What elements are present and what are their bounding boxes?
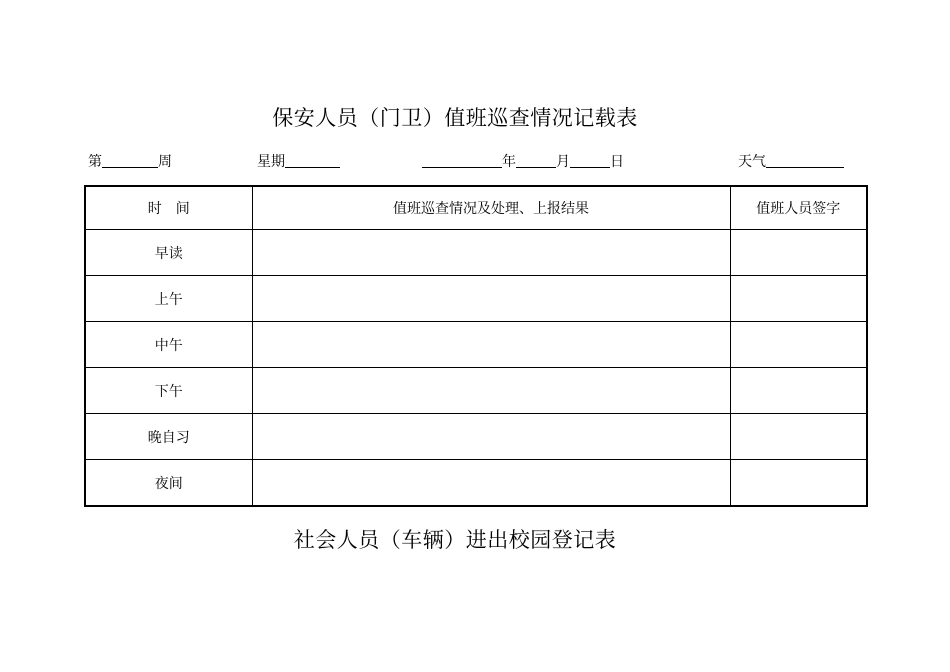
form-title: 保安人员（门卫）值班巡查情况记载表 [272, 106, 638, 130]
header-time: 时 间 [85, 186, 252, 230]
row-time-label: 夜间 [85, 460, 252, 507]
table-row [85, 276, 867, 322]
signature-cell[interactable] [730, 276, 867, 322]
row-time-label: 下午 [85, 368, 252, 414]
weather-field [738, 151, 844, 171]
weather-label: 天气 [738, 154, 766, 170]
year-label: 年 [502, 154, 516, 170]
day-label: 日 [610, 154, 624, 170]
duty-log-table [84, 185, 868, 507]
month-label: 月 [556, 154, 570, 170]
header-patrol: 值班巡查情况及处理、上报结果 [252, 186, 730, 230]
second-form-title: 社会人员（车辆）进出校园登记表 [293, 528, 617, 552]
table-row [85, 460, 867, 507]
signature-cell[interactable] [730, 460, 867, 507]
patrol-cell[interactable] [252, 414, 730, 460]
week-suffix: 周 [158, 154, 172, 170]
row-time-label: 上午 [85, 276, 252, 322]
patrol-cell[interactable] [252, 368, 730, 414]
patrol-cell[interactable] [252, 322, 730, 368]
week-prefix: 第 [88, 154, 102, 170]
signature-cell[interactable] [730, 230, 867, 276]
row-time-label: 中午 [85, 322, 252, 368]
weekday-blank[interactable] [285, 153, 340, 168]
table-header-row [85, 186, 867, 230]
row-time-label: 早读 [85, 230, 252, 276]
table-row [85, 368, 867, 414]
weekday-field [257, 151, 340, 171]
month-blank[interactable] [516, 153, 556, 168]
week-field [88, 151, 172, 171]
day-blank[interactable] [570, 153, 610, 168]
date-field [422, 151, 624, 171]
table-row [85, 230, 867, 276]
patrol-cell[interactable] [252, 276, 730, 322]
row-time-label: 晚自习 [85, 414, 252, 460]
table-row [85, 414, 867, 460]
signature-cell[interactable] [730, 368, 867, 414]
table-row [85, 322, 867, 368]
week-blank[interactable] [102, 153, 158, 168]
weather-blank[interactable] [766, 153, 844, 168]
weekday-label: 星期 [257, 154, 285, 170]
patrol-cell[interactable] [252, 230, 730, 276]
year-blank[interactable] [422, 153, 502, 168]
patrol-cell[interactable] [252, 460, 730, 507]
header-signature: 值班人员签字 [730, 186, 867, 230]
signature-cell[interactable] [730, 414, 867, 460]
signature-cell[interactable] [730, 322, 867, 368]
